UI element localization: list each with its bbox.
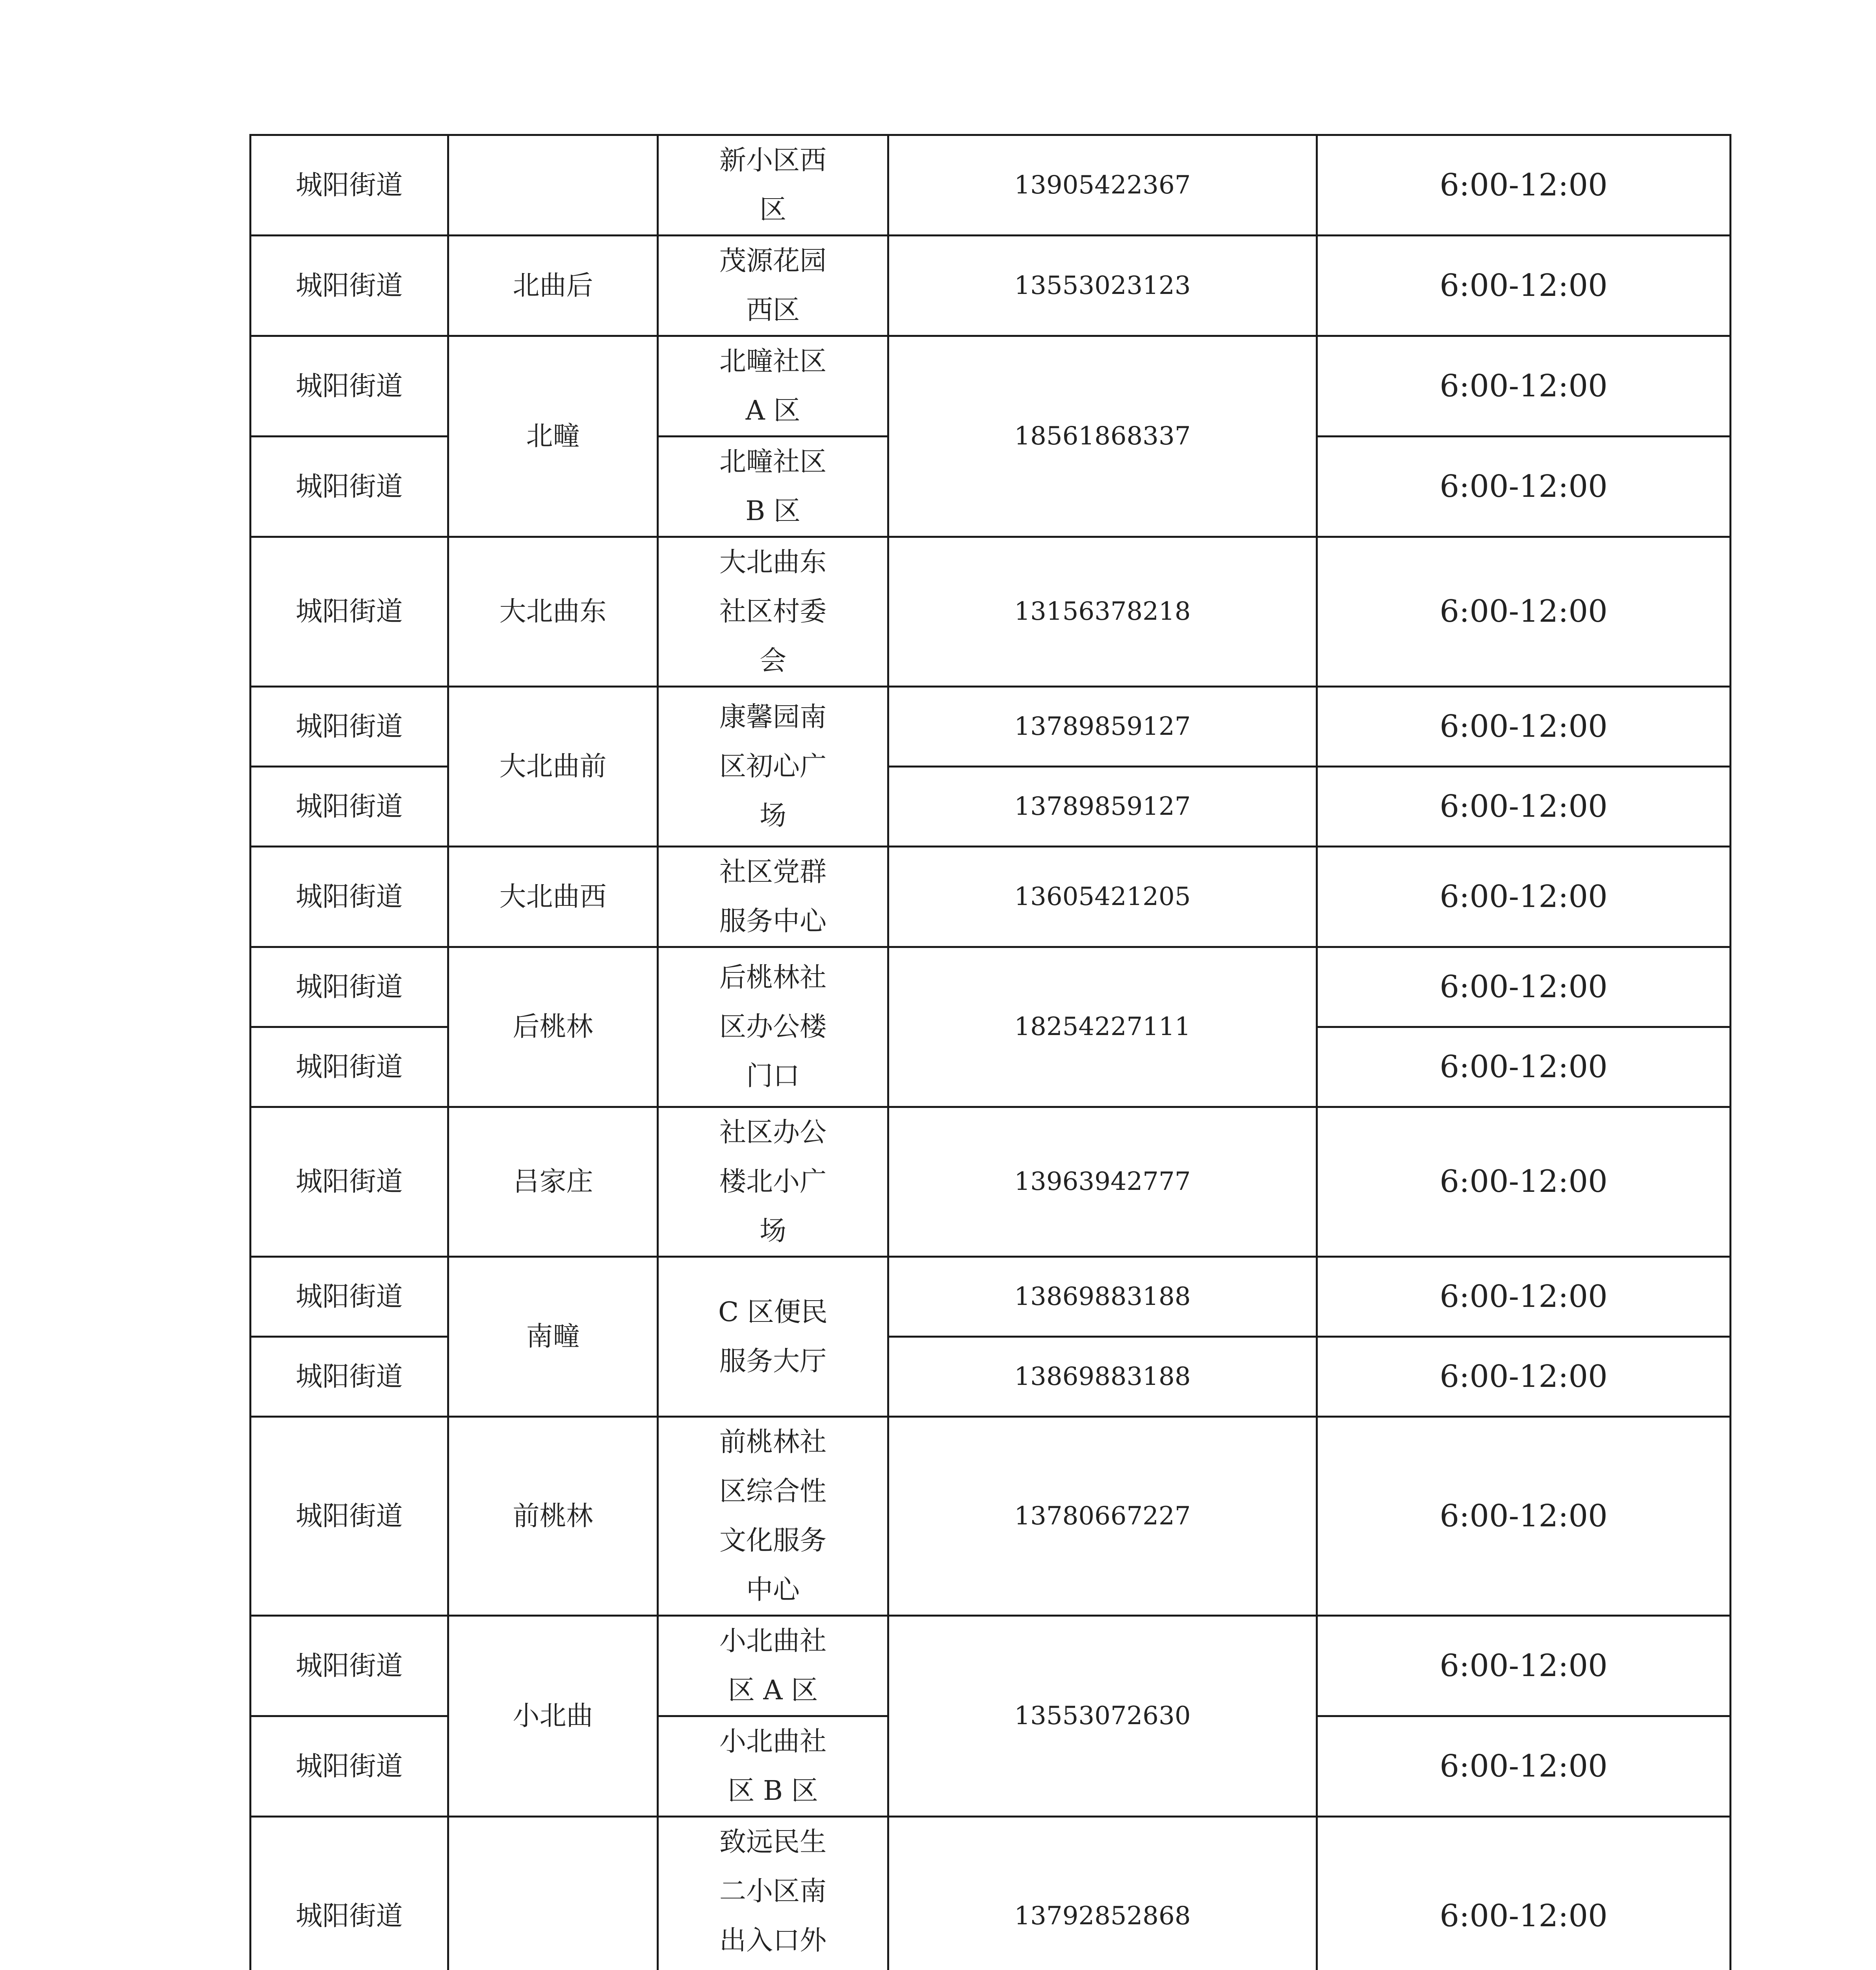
time-cell: 6:00-12:00 (1317, 1337, 1731, 1417)
time-cell: 6:00-12:00 (1317, 1616, 1731, 1716)
street-cell: 城阳街道 (251, 1417, 448, 1616)
table-row (251, 1616, 1731, 1716)
table-row (251, 687, 1731, 767)
street-cell: 城阳街道 (251, 687, 448, 767)
location-cell: C 区便民服务大厅 (658, 1257, 888, 1417)
phone-cell: 13553023123 (888, 236, 1317, 336)
phone-cell: 13963942777 (888, 1107, 1317, 1257)
table-row (251, 947, 1731, 1027)
community-cell: 北曲后 (448, 236, 658, 336)
time-cell: 6:00-12:00 (1317, 236, 1731, 336)
location-cell: 康馨园南区初心广场 (658, 687, 888, 847)
table-row (251, 1107, 1731, 1257)
table-row (251, 336, 1731, 437)
community-cell: 大北曲前 (448, 687, 658, 847)
time-cell: 6:00-12:00 (1317, 336, 1731, 437)
location-cell: 北疃社区 A 区 (658, 336, 888, 437)
table-row (251, 847, 1731, 947)
time-cell: 6:00-12:00 (1317, 847, 1731, 947)
phone-cell: 13553072630 (888, 1616, 1317, 1817)
street-cell: 城阳街道 (251, 767, 448, 847)
time-cell: 6:00-12:00 (1317, 1027, 1731, 1107)
street-cell: 城阳街道 (251, 1716, 448, 1817)
location-cell: 小北曲社区 B 区 (658, 1716, 888, 1817)
street-cell: 城阳街道 (251, 947, 448, 1027)
street-cell: 城阳街道 (251, 437, 448, 537)
community-cell: 大北曲东 (448, 537, 658, 687)
phone-cell: 13905422367 (888, 135, 1317, 236)
phone-cell: 13792852868 (888, 1817, 1317, 1970)
community-cell: 南疃 (448, 1257, 658, 1417)
community-cell: 北疃 (448, 336, 658, 537)
location-cell: 大北曲东社区村委会 (658, 537, 888, 687)
phone-cell: 13789859127 (888, 767, 1317, 847)
table-row (251, 135, 1731, 236)
phone-cell: 13156378218 (888, 537, 1317, 687)
location-cell: 北疃社区 B 区 (658, 437, 888, 537)
time-cell: 6:00-12:00 (1317, 437, 1731, 537)
community-cell: 小北曲 (448, 1616, 658, 1817)
street-cell: 城阳街道 (251, 847, 448, 947)
location-cell: 前桃林社区综合性文化服务中心 (658, 1417, 888, 1616)
street-cell: 城阳街道 (251, 1027, 448, 1107)
table-row (251, 1257, 1731, 1337)
street-cell: 城阳街道 (251, 135, 448, 236)
time-cell: 6:00-12:00 (1317, 1417, 1731, 1616)
time-cell: 6:00-12:00 (1317, 1817, 1731, 1970)
time-cell: 6:00-12:00 (1317, 1716, 1731, 1817)
community-cell: 吕家庄 (448, 1107, 658, 1257)
phone-cell: 13605421205 (888, 847, 1317, 947)
time-cell: 6:00-12:00 (1317, 947, 1731, 1027)
time-cell: 6:00-12:00 (1317, 1257, 1731, 1337)
location-cell: 后桃林社区办公楼门口 (658, 947, 888, 1107)
table-row (251, 236, 1731, 336)
location-cell: 茂源花园西区 (658, 236, 888, 336)
table-row (251, 537, 1731, 687)
street-cell: 城阳街道 (251, 236, 448, 336)
phone-cell: 13869883188 (888, 1337, 1317, 1417)
phone-cell: 13789859127 (888, 687, 1317, 767)
location-cell: 小北曲社区 A 区 (658, 1616, 888, 1716)
street-cell: 城阳街道 (251, 1257, 448, 1337)
community-cell (448, 135, 658, 236)
street-cell: 城阳街道 (251, 537, 448, 687)
location-cell: 新小区西区 (658, 135, 888, 236)
location-cell: 社区办公楼北小广场 (658, 1107, 888, 1257)
street-cell: 城阳街道 (251, 336, 448, 437)
collection-point-table (249, 134, 1731, 1970)
community-cell (448, 1817, 658, 1970)
street-cell: 城阳街道 (251, 1817, 448, 1970)
time-cell: 6:00-12:00 (1317, 767, 1731, 847)
street-cell: 城阳街道 (251, 1616, 448, 1716)
table-row (251, 1817, 1731, 1970)
phone-cell: 18561868337 (888, 336, 1317, 537)
street-cell: 城阳街道 (251, 1107, 448, 1257)
community-cell: 后桃林 (448, 947, 658, 1107)
table-row (251, 1417, 1731, 1616)
community-cell: 前桃林 (448, 1417, 658, 1616)
phone-cell: 18254227111 (888, 947, 1317, 1107)
location-cell: 致远民生二小区南出入口外 (658, 1817, 888, 1970)
phone-cell: 13780667227 (888, 1417, 1317, 1616)
community-cell: 大北曲西 (448, 847, 658, 947)
location-cell: 社区党群服务中心 (658, 847, 888, 947)
time-cell: 6:00-12:00 (1317, 687, 1731, 767)
time-cell: 6:00-12:00 (1317, 1107, 1731, 1257)
time-cell: 6:00-12:00 (1317, 537, 1731, 687)
street-cell: 城阳街道 (251, 1337, 448, 1417)
time-cell: 6:00-12:00 (1317, 135, 1731, 236)
phone-cell: 13869883188 (888, 1257, 1317, 1337)
